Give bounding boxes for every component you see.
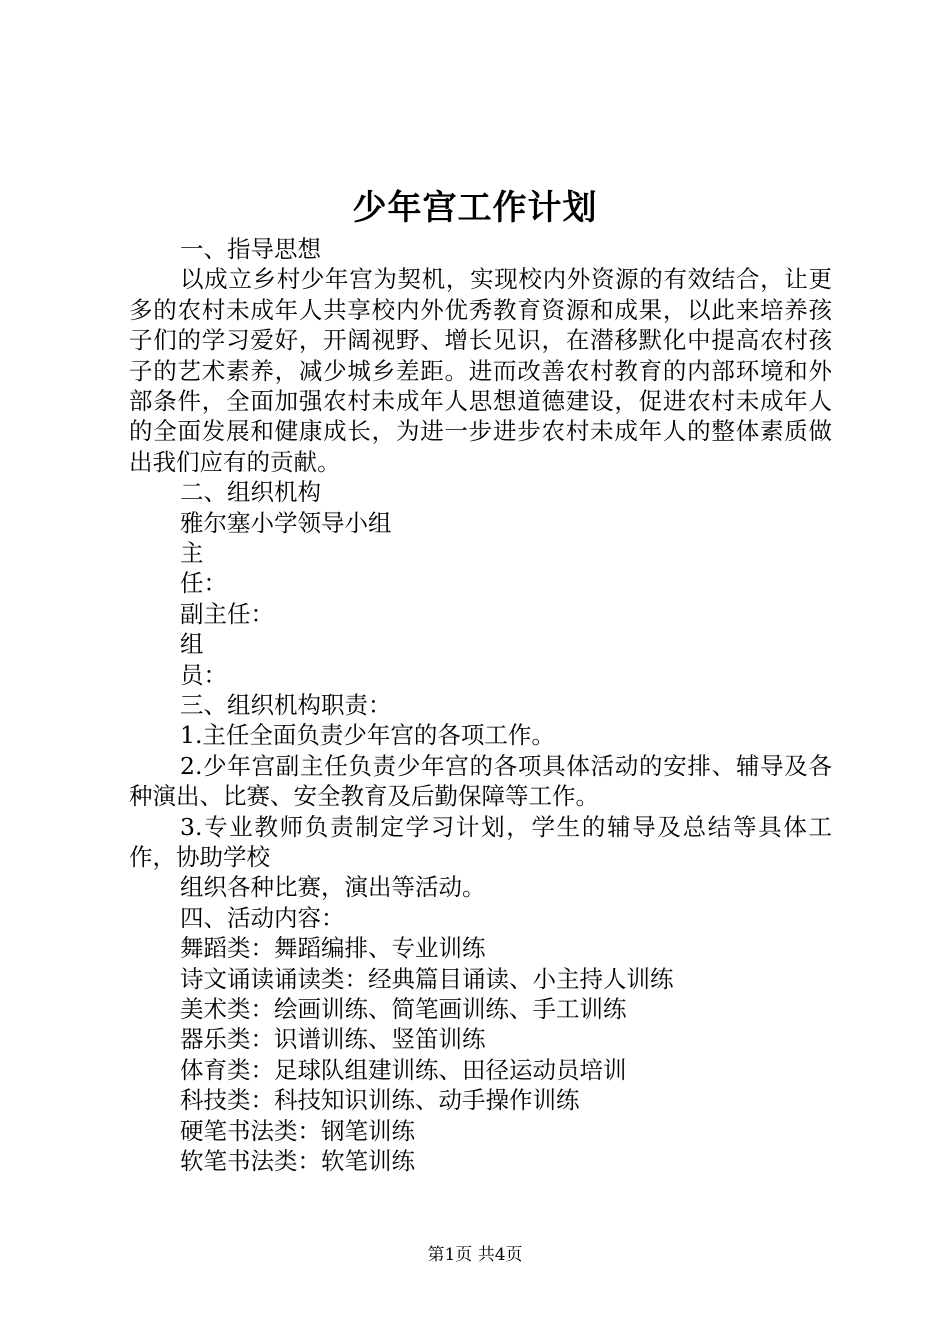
activity-item-sports: 体育类：足球队组建训练、田径运动员培训 [180, 1055, 627, 1084]
responsibility-item-2: 2.少年宫副主任负责少年宫的各项具体活动的安排、辅导及各种演出、比赛、安全教育及后勤保障等工作。 [129, 751, 832, 811]
members-label-part1: 组 [180, 630, 204, 659]
members-label-part2: 员： [180, 660, 227, 689]
guiding-thought-paragraph: 以成立乡村少年宫为契机，实现校内外资源的有效结合，让更多的农村未成年人共享校内外优秀教育资源和成果，以此来培养孩子们的学习爱好，开阔视野、增长见识，在潜移默化中提高农村孩子的艺术素养，减少城乡差距。进而改善农村教育的内部环境和外部条件，全面加强农村未成年人思想道德建设，促进农村未成年人的全面发展和健康成长，为进一步进步农村未成年人的整体素质做出我们应有的贡献。 [129, 265, 832, 476]
responsibility-item-3-continued: 组织各种比赛，演出等活动。 [180, 873, 486, 902]
section-heading-organization: 二、组织机构 [180, 478, 321, 507]
section-heading-responsibilities: 三、组织机构职责： [180, 690, 392, 719]
document-title: 少年宫工作计划 [352, 188, 598, 228]
responsibility-item-3: 3.专业教师负责制定学习计划，学生的辅导及总结等具体工作，协助学校 [129, 812, 832, 871]
responsibility-item-1: 1.主任全面负责少年宫的各项工作。 [180, 721, 555, 750]
deputy-director-label: 副主任： [180, 599, 274, 628]
activity-item-instruments: 器乐类：识谱训练、竖笛训练 [180, 1025, 486, 1054]
activity-item-dance: 舞蹈类：舞蹈编排、专业训练 [180, 934, 486, 963]
activity-item-recitation: 诗文诵读诵读类：经典篇目诵读、小主持人训练 [180, 964, 674, 993]
activity-item-brush-calligraphy: 软笔书法类：软笔训练 [180, 1146, 415, 1175]
document-body [129, 234, 832, 1176]
director-label-part2: 任： [180, 569, 227, 598]
director-label-part1: 主 [180, 539, 204, 568]
section-heading-guiding-thought: 一、指导思想 [180, 235, 321, 263]
section-heading-activities: 四、活动内容： [180, 903, 345, 932]
activity-item-hard-pen-calligraphy: 硬笔书法类：钢笔训练 [180, 1116, 415, 1145]
leadership-group-name: 雅尔塞小学领导小组 [180, 508, 392, 537]
activity-item-technology: 科技类：科技知识训练、动手操作训练 [180, 1086, 580, 1115]
page-number-footer: 第1页 共4页 [427, 1245, 523, 1265]
activity-item-art: 美术类：绘画训练、简笔画训练、手工训练 [180, 994, 627, 1023]
